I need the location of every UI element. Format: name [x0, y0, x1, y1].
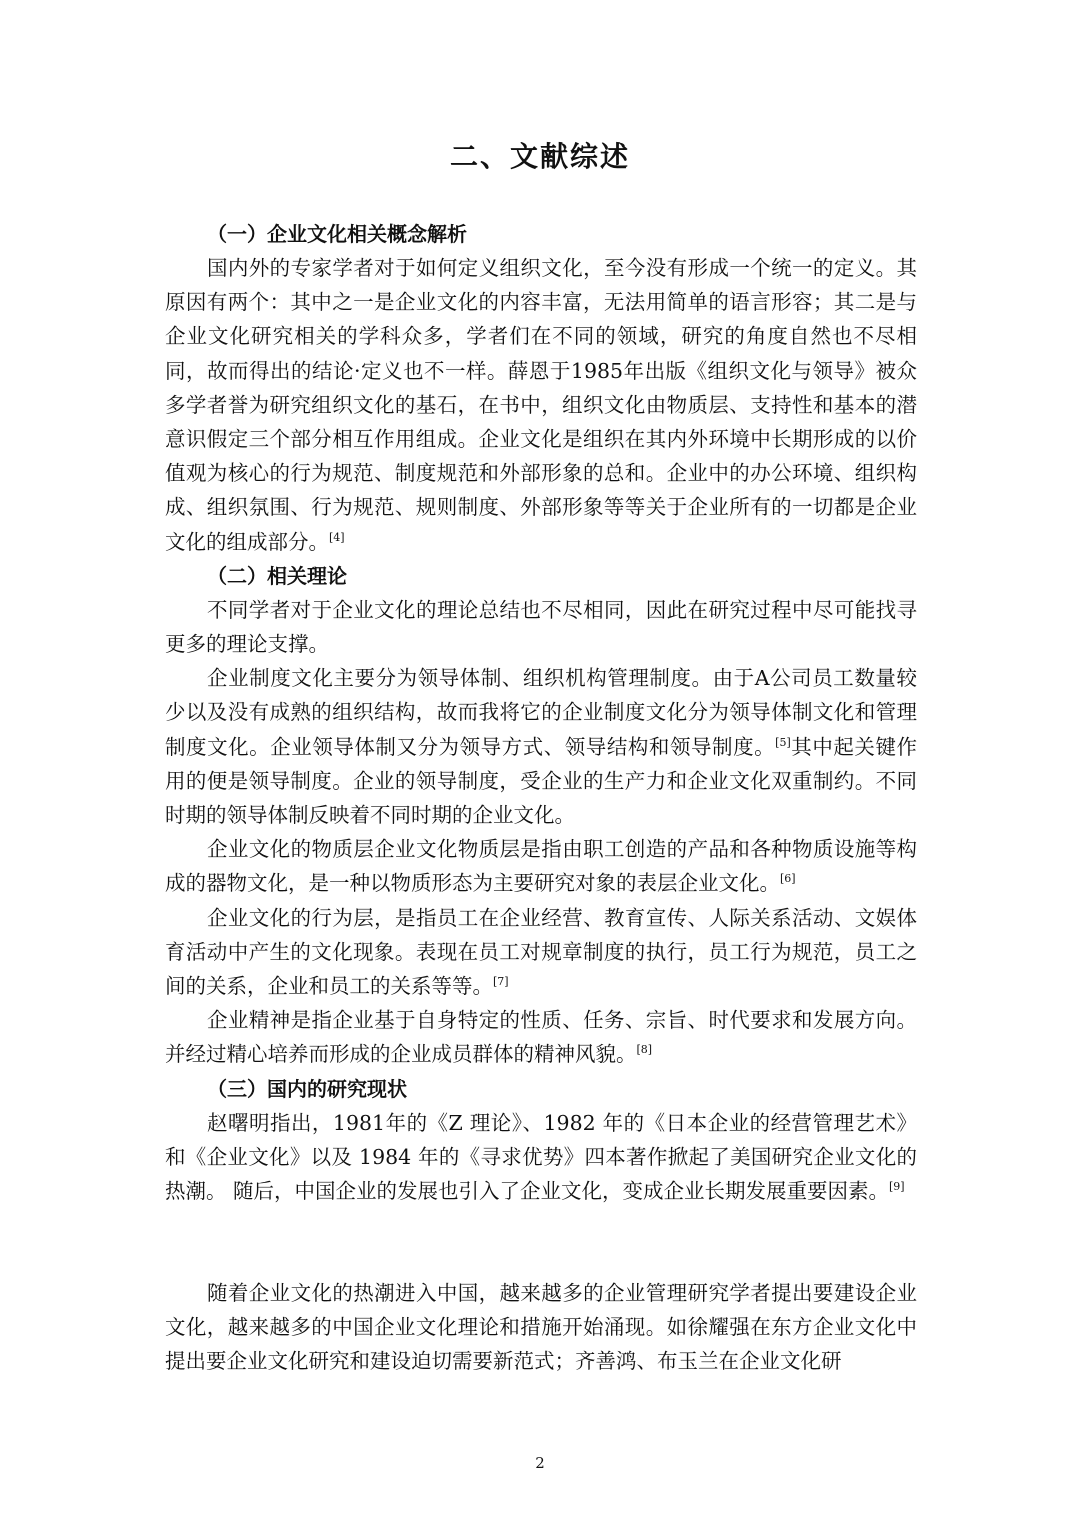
paragraph-text: 随着企业文化的热潮进入中国，越来越多的企业管理研究学者提出要建设企业文化，越来越多的中国企业文化理论和措施开始涌现。如徐耀强在东方企业文化中提出要企业文化研究和建设迫切需要新范式；齐善鸿、布玉兰在企业文化研: [165, 1281, 917, 1374]
main-text-column: [165, 217, 917, 1208]
citation: [6]: [780, 872, 796, 886]
paragraph: [165, 832, 917, 900]
paragraph: [165, 593, 917, 661]
paragraph-text: 国内外的专家学者对于如何定义组织文化，至今没有形成一个统一的定义。其原因有两个：其中之一是企业文化的内容丰富，无法用简单的语言形容；其二是与企业文化研究相关的学科众多，学者们在不同的领域，研究的角度自然也不尽相同，故而得出的结论·定义也不一样。薛恩于1985年出版《组织文化与领导》被众多学者誉为研究组织文化的基石，在书中，组织文化由物质层、支持性和基本的潜意识假定三个部分相互作用组成。企业文化是组织在其内外环境中长期形成的以价值观为核心的行为规范、制度规范和外部形象的总和。企业中的办公环境、组织构成、组织氛围、行为规范、规则制度、外部形象等等关于企业所有的一切都是企业文化的组成部分。: [165, 256, 917, 554]
section-heading-2: （二）相关理论: [207, 563, 347, 588]
section-heading-1: （一）企业文化相关概念解析: [207, 222, 467, 246]
page-number: 2: [535, 1454, 545, 1472]
paragraph: [165, 901, 917, 1004]
paragraph: [165, 661, 917, 832]
paragraph-text: 不同学者对于企业文化的理论总结也不尽相同，因此在研究过程中尽可能找寻更多的理论支撑。: [165, 597, 917, 657]
paragraph: [165, 1106, 917, 1209]
citation: [8]: [636, 1043, 653, 1057]
paragraph-text: 企业精神是指企业基于自身特定的性质、任务、宗旨、时代要求和发展方向。并经过精心培养而形成的企业成员群体的精神风貌。: [165, 1008, 917, 1067]
paragraph-text-continued: 其中起关键作用的便是领导制度。企业的领导制度，受企业的生产力和企业文化双重制约。不同时期的领导体制反映着不同时期的企业文化。: [165, 734, 918, 828]
paragraph-text: 企业制度文化主要分为领导体制、组织机构管理制度。由于A公司员工数量较少以及没有成熟的组织结构，故而我将它的企业制度文化分为领导体制文化和管理制度文化。企业领导体制又分为领导方式、领导结构和领导制度。: [165, 666, 917, 759]
paragraph: [165, 1003, 917, 1071]
paragraph: [165, 251, 917, 559]
paragraph-text: 企业文化的行为层，是指员工在企业经营、教育宣传、人际关系活动、文娱体育活动中产生的文化现象。表现在员工对规章制度的执行，员工行为规范，员工之间的关系，企业和员工的关系等等。: [165, 905, 917, 999]
chapter-title: 二、文献综述: [449, 140, 630, 173]
paragraph-text: 企业文化的物质层企业文化物质层是指由职工创造的产品和各种物质设施等构成的器物文化，是一种以物质形态为主要研究对象的表层企业文化。: [165, 837, 917, 896]
citation: [7]: [493, 975, 509, 989]
citation: [9]: [889, 1180, 905, 1194]
main-text-column-continued: [165, 1276, 917, 1379]
section-heading-3: （三）国内的研究现状: [207, 1076, 407, 1101]
paragraph-text: 赵曙明指出，1981年的《Z 理论》、1982 年的《日本企业的经营管理艺术》和《企业文化》以及 1984 年的《寻求优势》四本著作掀起了美国研究企业文化的热潮。 随后，中国企业的发展也引入了企业文化，变成企业长期发展重要因素。: [165, 1110, 917, 1204]
paragraph: [165, 1276, 917, 1379]
citation: [4]: [329, 530, 345, 544]
citation: [5]: [775, 735, 791, 749]
